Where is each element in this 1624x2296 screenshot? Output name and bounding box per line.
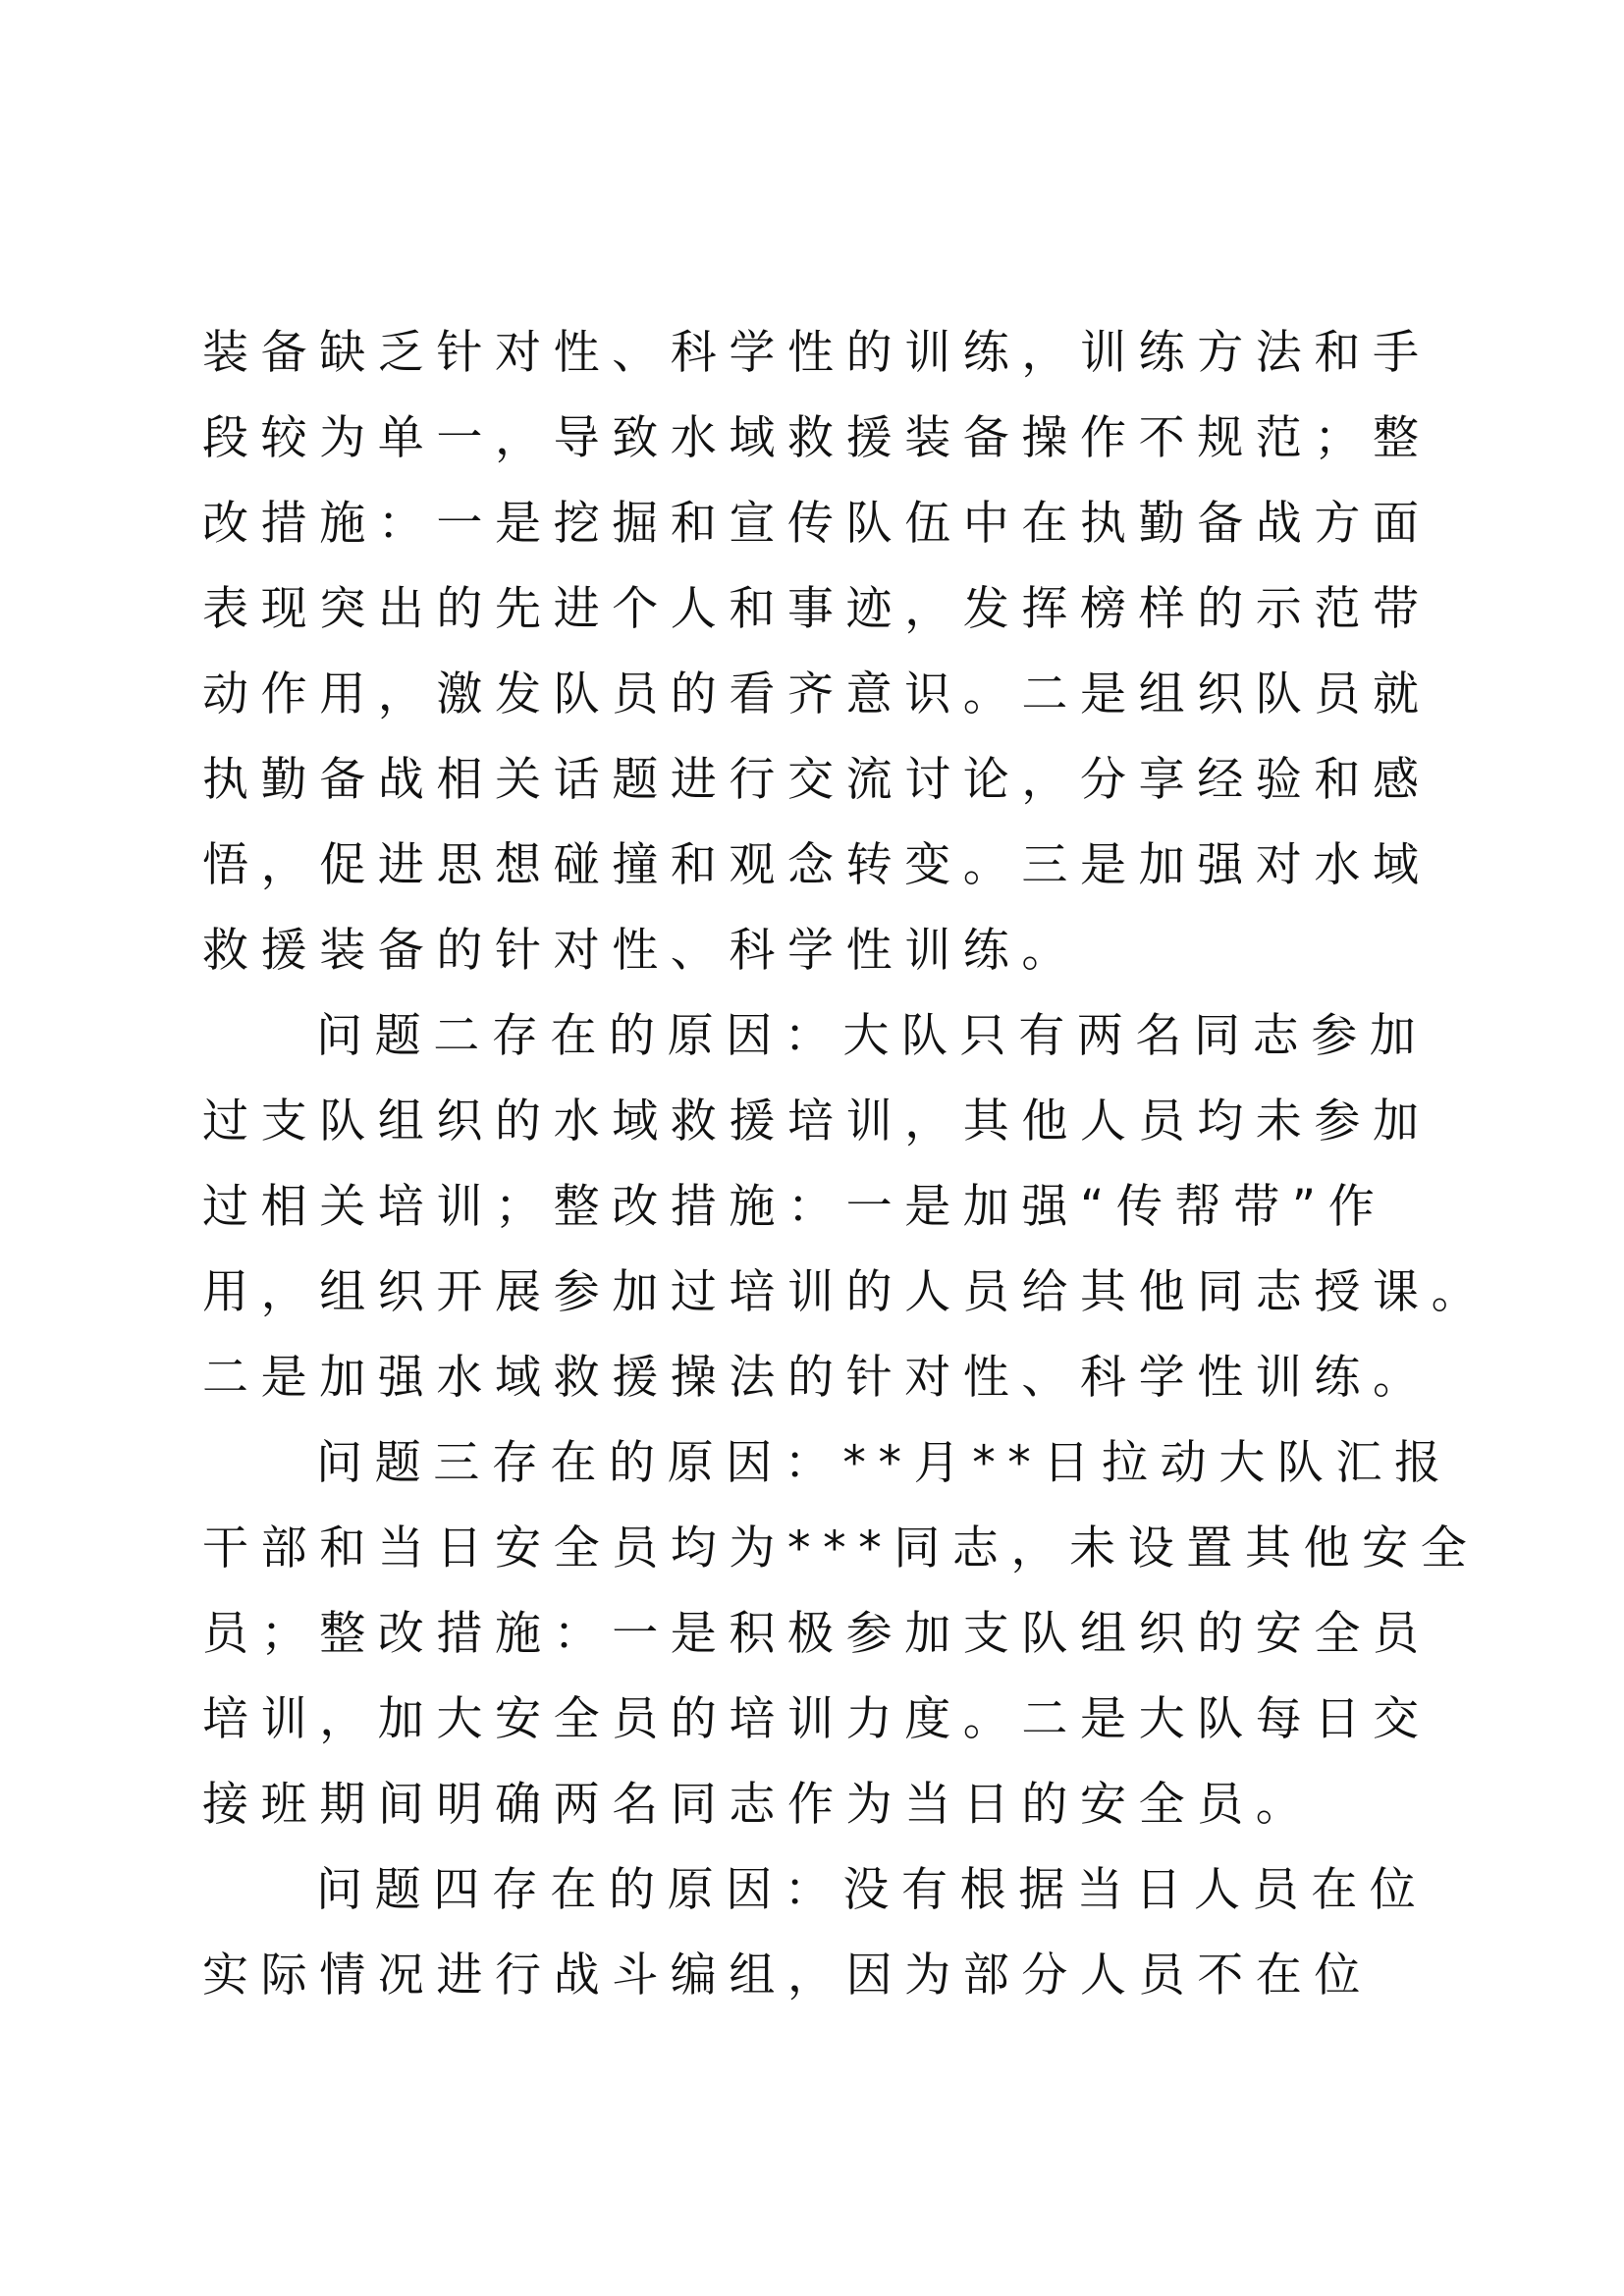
text-line: 实际情况进行战斗编组，因为部分人员不在位 <box>202 1949 1373 2002</box>
text-line: 动作用，激发队员的看齐意识。二是组织队员就 <box>202 667 1432 721</box>
text-line: 培训，加大安全员的培训力度。二是大队每日交 <box>202 1692 1432 1746</box>
text-line: 干部和当日安全员均为***同志，未设置其他安全 <box>202 1522 1480 1575</box>
text-line: 用，组织开展参加过培训的人员给其他同志授课。 <box>202 1265 1490 1319</box>
text-line: 装备缺乏针对性、科学性的训练，训练方法和手 <box>202 326 1432 380</box>
text-line: 执勤备战相关话题进行交流讨论，分享经验和感 <box>202 753 1432 807</box>
paragraph-start-line: 问题二存在的原因：大队只有两名同志参加 <box>316 1009 1429 1063</box>
text-line: 段较为单一，导致水域救援装备操作不规范；整 <box>202 411 1432 465</box>
text-line: 改措施：一是挖掘和宣传队伍中在执勤备战方面 <box>202 497 1432 551</box>
paragraph-start-line: 问题四存在的原因：没有根据当日人员在位 <box>316 1863 1429 1917</box>
paragraph-start-line: 问题三存在的原因：**月**日拉动大队汇报 <box>316 1436 1453 1490</box>
text-line: 过支队组织的水域救援培训，其他人员均未参加 <box>202 1095 1432 1148</box>
text-line: 接班期间明确两名同志作为当日的安全员。 <box>202 1778 1315 1832</box>
text-line: 过相关培训；整改措施：一是加强“传帮带”作 <box>202 1180 1387 1234</box>
text-line: 员；整改措施：一是积极参加支队组织的安全员 <box>202 1607 1432 1661</box>
text-line: 悟，促进思想碰撞和观念转变。三是加强对水域 <box>202 838 1432 892</box>
text-line: 表现突出的先进个人和事迹，发挥榜样的示范带 <box>202 582 1432 636</box>
text-line: 救援装备的针对性、科学性训练。 <box>202 924 1080 978</box>
text-line: 二是加强水域救援操法的针对性、科学性训练。 <box>202 1351 1432 1405</box>
